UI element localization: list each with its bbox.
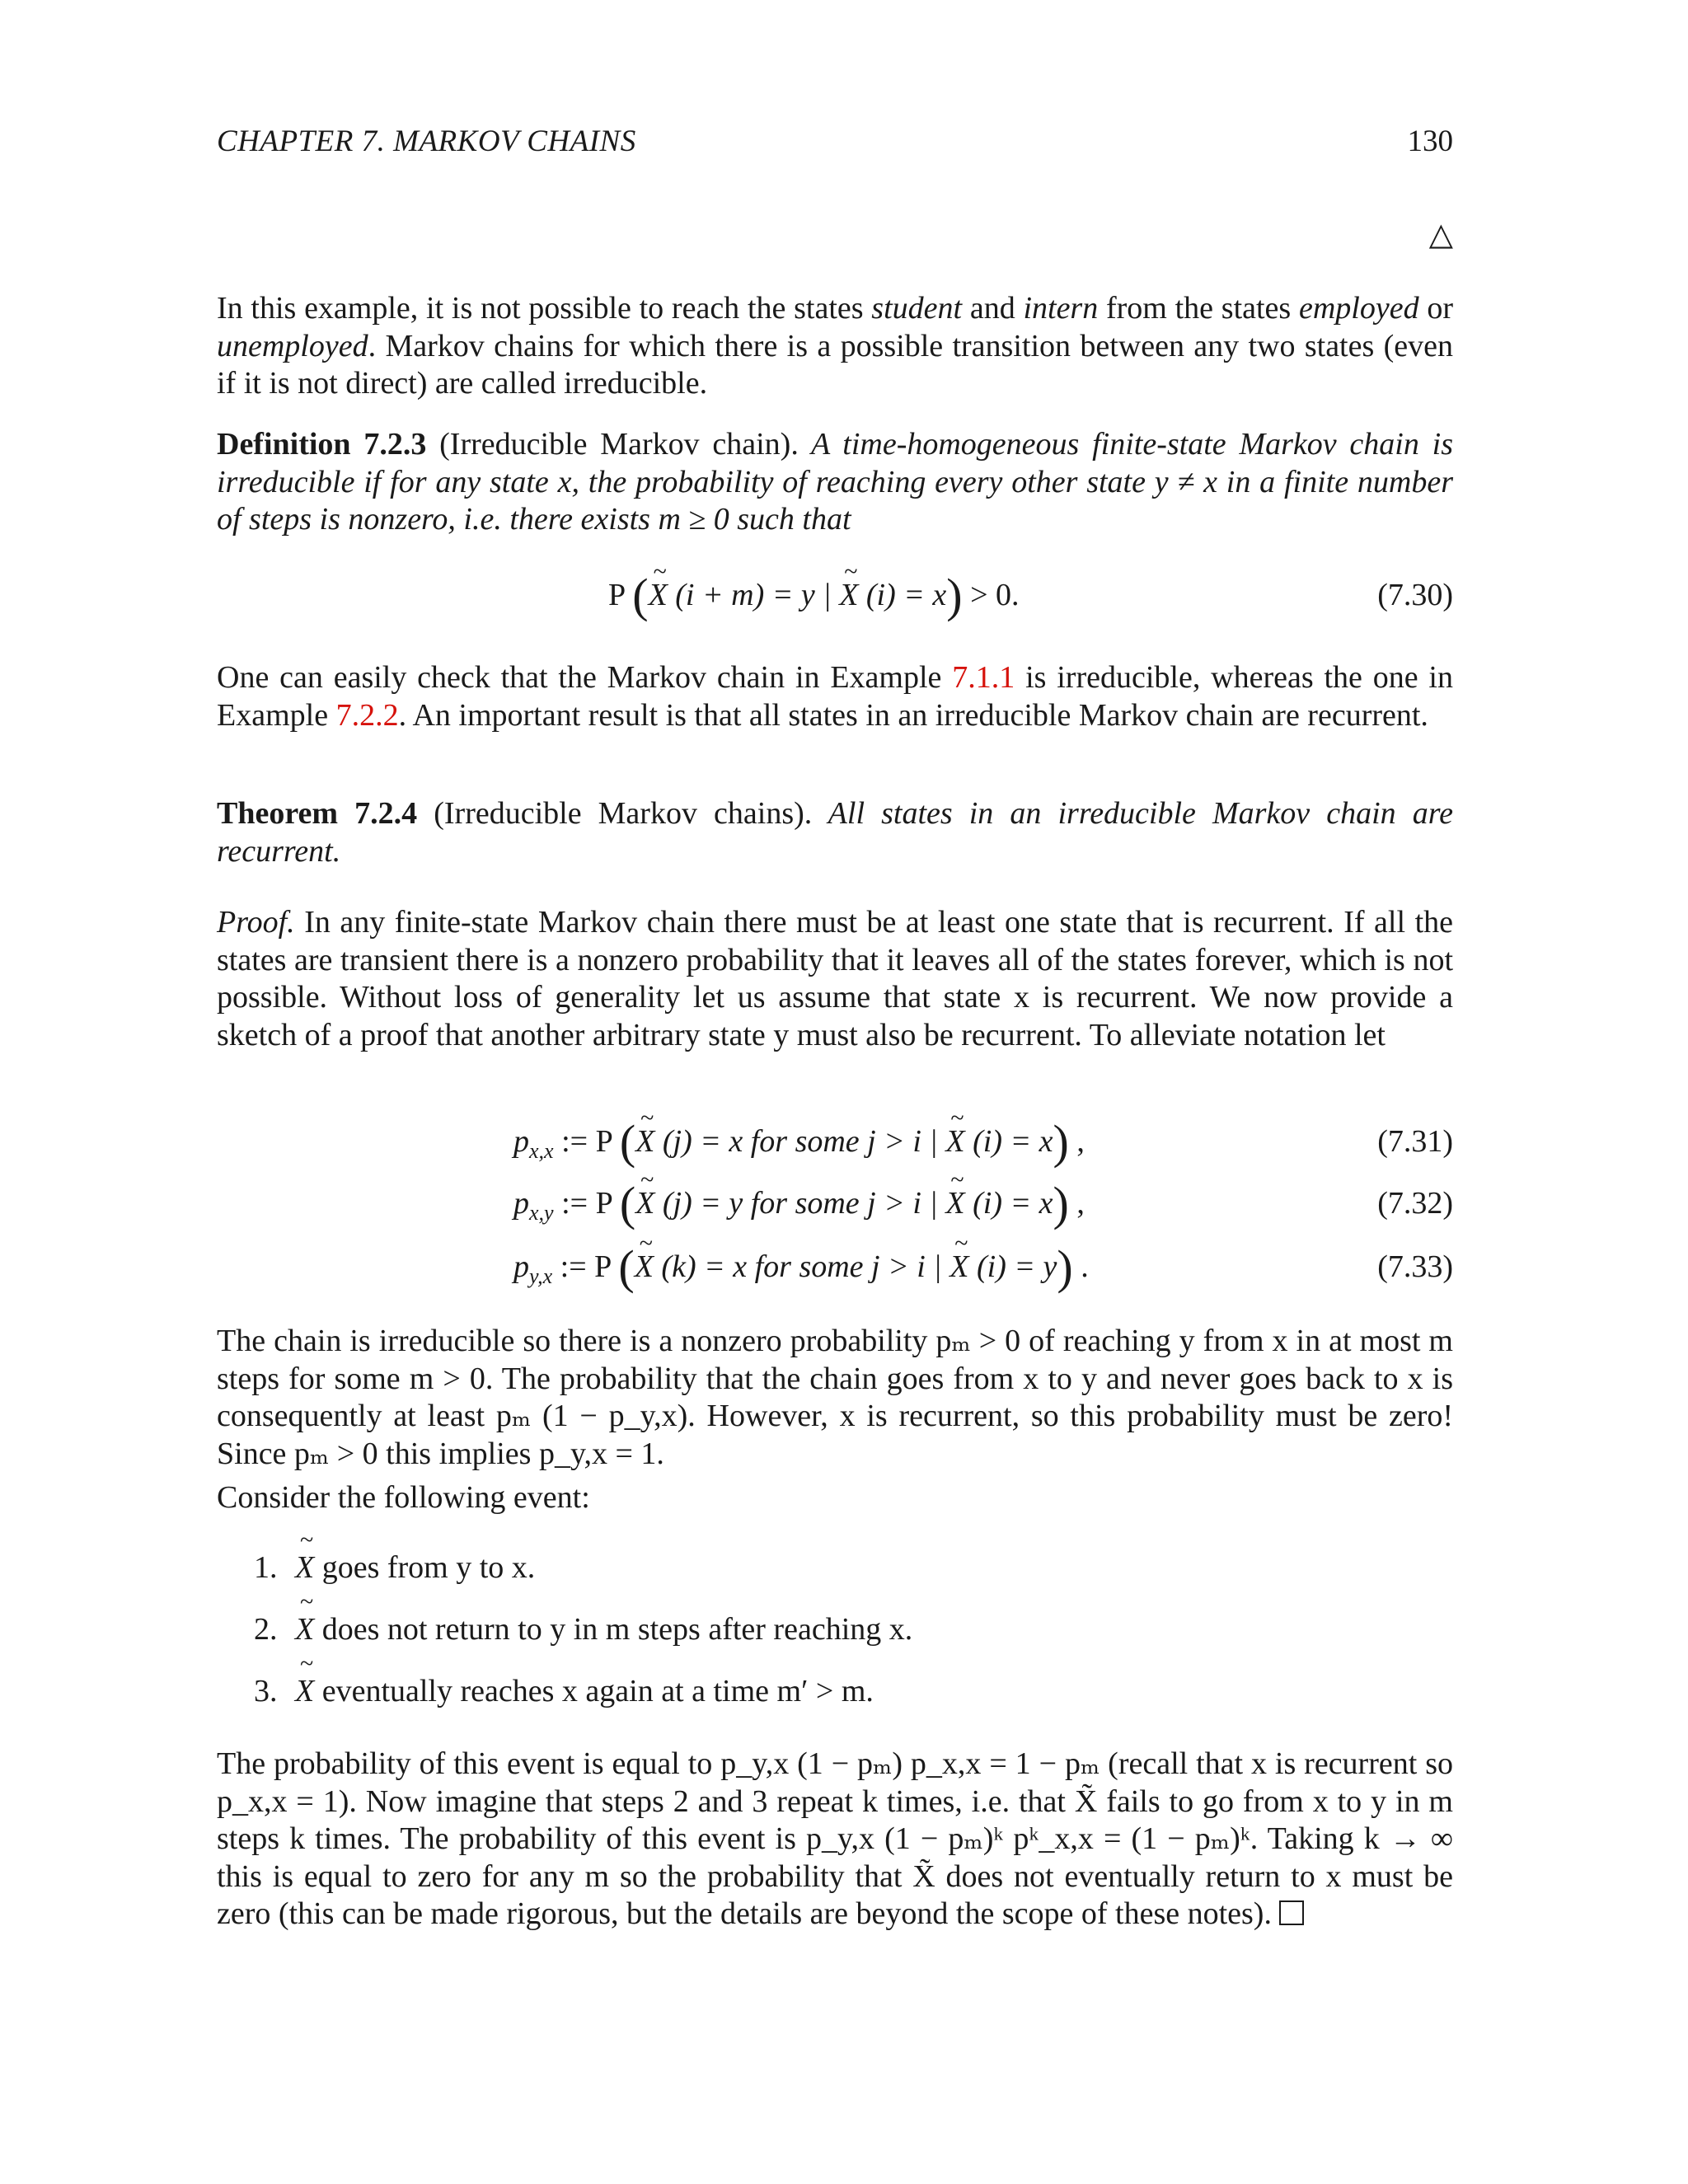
list-item: 3.~ X eventually reaches x again at a time m′ > m. [254,1673,874,1709]
paragraph-irreducible-intro: In this example, it is not possible to reach the states student and intern from the states employed or unemployed. Markov chains for which there is a possible transition between any two states (even if it is not direct) are called irreducible. [217,291,1453,401]
theorem-statement: All states in an irreducible Markov chain are recurrent. [217,796,1454,869]
paragraph-irreducible-check: One can easily check that the Markov chain in Example 7.1.1 is irreducible, whereas the one in Example 7.2.2. An important result is that all states in an irreducible Markov chain are recurrent. [217,660,1453,733]
equation-number: (7.30) [1377,578,1453,612]
definition-name: (Irreducible Markov chain). [426,427,799,462]
theorem-7-2-4 [217,795,1453,870]
paragraph-chain-irreducible: The chain is irreducible so there is a nonzero probability pₘ > 0 of reaching y from x in at most m steps for some m > 0. The probability that the chain goes from x to y and never goes back to x is consequently at least pₘ (1 − p_y,x). However, x is recurrent, so this probability must be zero! Since pₘ > 0 this implies p_y,x = 1. [217,1324,1453,1471]
running-header-chapter: CHAPTER 7. MARKOV CHAINS [217,124,636,158]
list-item: 1.~ X goes from y to x. [254,1549,535,1586]
end-of-example-triangle-icon: △ [1428,218,1453,252]
equation-7-31: $p_{x,x}$ := P (~ X (j) = x for some j > i | ~ X (i) = x) , (7.31) [217,1113,1453,1170]
paragraph-consider-event: Consider the following event: [217,1480,590,1515]
proof-label: Proof. [217,905,295,940]
equation-7-33: $p_{y,x}$ := P (~ X (k) = x for some j > i | ~ X (i) = y) . (7.33) [217,1238,1453,1296]
qed-square-icon [1279,1900,1304,1925]
equation-number: (7.31) [1377,1124,1453,1159]
proof-paragraph: Proof. In any finite-state Markov chain there must be at least one state that is recurrent. If all the states are transient there is a nonzero probability that it leaves all of the states forever, which is not possible. Without loss of generality let us assume that state x is recurrent. We now provide a sketch of a proof that another arbitrary state y must also be recurrent. To alleviate notation let [217,905,1453,1052]
definition-statement: A time-homogeneous finite-state Markov chain is irreducible if for any state x, the probability of reaching every other state y ≠ x in a finite number of steps is nonzero, i.e. there exists m ≥ 0 such that [217,427,1453,537]
theorem-label: Theorem 7.2.4 [217,796,418,831]
definition-7-2-3 [217,426,1453,539]
equation-7-30: P (~ X (i + m) = y | ~ X (i) = x) > 0. (7.30) [217,566,1453,624]
equation-number: (7.32) [1377,1186,1453,1221]
page-number: 130 [1407,124,1453,158]
definition-label: Definition 7.2.3 [217,427,427,462]
paragraph-probability-event: The probability of this event is equal to p_y,x (1 − pₘ) p_x,x = 1 − pₘ (recall that x is recurrent so p_x,x = 1). Now imagine that steps 2 and 3 repeat k times, i.e. that X̃ fails to go from x to y in m steps k times. The probability of this event is p_y,x (1 − pₘ)ᵏ pᵏ_x,x = (1 − pₘ)ᵏ. Taking k → ∞ this is equal to zero for any m so the probability that X̃ does not eventually return to x must be zero (this can be made rigorous, but the details are beyond the scope of these notes). [217,1746,1453,1931]
equation-7-32: $p_{x,y}$ := P (~ X (j) = y for some j > i | ~ X (i) = x) , (7.32) [217,1174,1453,1232]
list-item: 2.~ X does not return to y in m steps after reaching x. [254,1611,912,1647]
theorem-name: (Irreducible Markov chains). [417,796,813,831]
link-example-7-2-2[interactable]: 7.2.2 [335,697,399,733]
link-example-7-1-1[interactable]: 7.1.1 [952,660,1015,695]
equation-number: (7.33) [1377,1249,1453,1284]
